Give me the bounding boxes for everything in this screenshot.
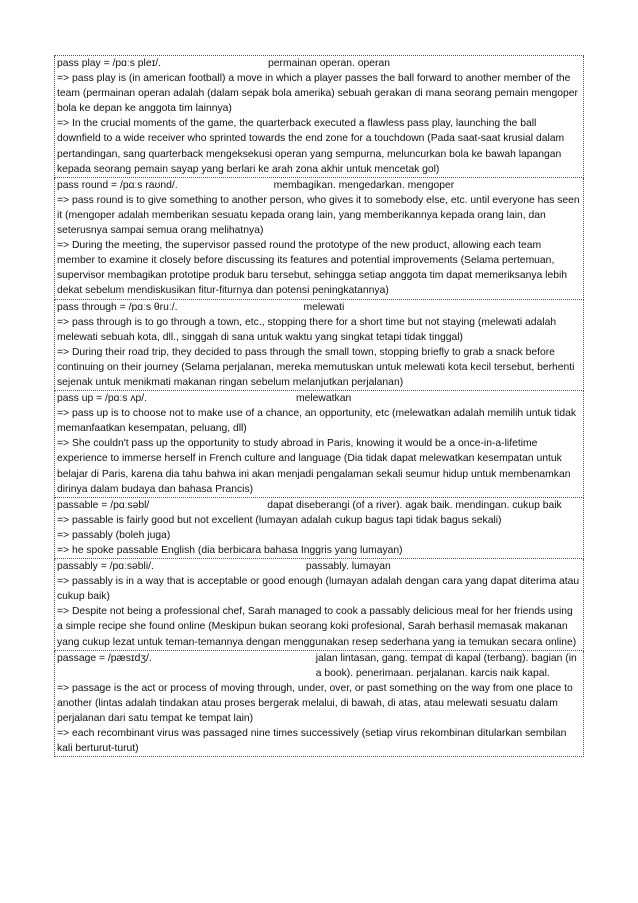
entry-definition: => pass through is to go through a town, etc., stopping there for a short time but not staying (melewati adalah melewati sebuah kota, dll., singgah di sana untuk waktu yang singkat tetapi tidak tinggal) — [57, 316, 557, 343]
entry-definition: => pass up is to choose not to make use of a chance, an opportunity, etc (melewatkan adalah memilih untuk tidak memanfaatkan kesempatan, peluang, dll) — [57, 408, 577, 435]
entry-definition: => passably is in a way that is acceptable or good enough (lumayan adalah dengan cara yang dapat diterima atau cukup baik) — [57, 576, 580, 603]
entry-term: pass through = /pɑːs θruː/. — [57, 301, 178, 313]
entry-definition: => pass play is (in american football) a move in which a player passes the ball forward to another member of the team (permainan operan adalah (dalam sepak bola amerika) sebuah gerakan di mana seorang pemain mengoper bola ke depan ke anggota tim lainnya) — [57, 73, 578, 115]
entry-example: => During their road trip, they decided to pass through the small town, stopping briefly to grab a snack before continuing on their journey (Selama perjalanan, mereka memutuskan untuk melewati kota kecil tersebut, berhenti sejenak untuk menikmati makanan ringan sebelum melanjutkan perjalanan) — [57, 346, 575, 388]
entry-term: pass round = /pɑːs raʊnd/. — [57, 179, 178, 191]
entry-term: passable = /pɑːsəbl/ — [57, 499, 150, 511]
entry-header — [57, 559, 581, 574]
entry-passable — [54, 498, 584, 559]
entry-meaning: melewati — [303, 301, 345, 313]
entry-header — [57, 56, 581, 71]
entry-term: passage = /pæsɪdʒ/. — [57, 652, 152, 664]
entry-example: => In the crucial moments of the game, the quarterback executed a flawless pass play, launching the ball downfield to a wide receiver who sprinted towards the end zone for a touchdown (Pada saat-saat krusial dalam pertandingan, sang quarterback mengeksekusi operan yang sempurna, meluncurkan bola ke bawah lapangan kepada seorang pemain sayap yang berlari ke arah zona akhir untuk mencetak gol) — [57, 118, 565, 175]
entry-example: => During the meeting, the supervisor passed round the prototype of the new product, allowing each team member to examine it closely before discussing its features and potential improvements (Selama pertemuan, supervisor membagikan prototipe produk baru tersebut, sehingga setiap anggota tim dapat memeriksanya lebih dekat sebelum mendiskusikan fitur-fiturnya dan potensi peningkatannya) — [57, 240, 568, 297]
entry-definition: => passage is the act or process of moving through, under, over, or past something on the way from one place to another (lintas adalah tindakan atau proses bergerak melalui, di bawah, di atas, atau melewati sesuatu dalam perjalanan dari satu tempat ke tempat lain) — [57, 682, 573, 725]
entry-passably — [54, 559, 584, 651]
entry-term: pass up = /pɑːs ʌp/. — [57, 393, 147, 405]
entry-meaning: permainan operan. operan — [268, 58, 390, 69]
entry-meaning: dapat diseberangi (of a river). agak baik. mendingan. cukup baik — [267, 499, 562, 511]
entry-term: passably = /pɑːsəbli/. — [57, 561, 154, 573]
entry-meaning: melewatkan — [296, 393, 352, 405]
entry-header — [57, 178, 581, 193]
entry-term: pass play = /pɑːs pleɪ/. — [57, 58, 162, 69]
entry-example: => each recombinant virus was passaged nine times successively (setiap virus rekombinan ditularkan sembilan kali berturut-turut) — [57, 728, 567, 755]
entry-example: => Despite not being a professional chef, Sarah managed to cook a passably delicious meal for her friends using a simple recipe she found online (Meskipun bukan seorang koki profesional, Sarah berhasil memasak makanan yang cukup lezat untuk teman-temannya dengan menggunakan resep sederhana yang ia temukan secara online) — [57, 606, 577, 648]
entry-passage — [54, 651, 584, 758]
entry-pass-play — [54, 56, 584, 178]
entry-meaning: membagikan. mengedarkan. mengoper — [273, 179, 455, 191]
entry-definition: => pass round is to give something to another person, who gives it to somebody else, etc. until everyone has seen it (mengoper adalah memberikan sesuatu kepada orang lain, yang memberikannya kepada orang lain, dan seterusnya sampai semua orang melihatnya) — [57, 194, 580, 237]
entry-definition: => passable is fairly good but not excellent (lumayan adalah cukup bagus tapi tidak bagus sekali) — [57, 514, 502, 526]
entry-pass-round — [54, 178, 584, 300]
entry-meaning: passably. lumayan — [305, 561, 391, 573]
entry-pass-through — [54, 300, 584, 392]
entry-header — [57, 651, 581, 681]
entry-example: => he spoke passable English (dia berbicara bahasa Inggris yang lumayan) — [57, 545, 403, 556]
vocabulary-sheet — [54, 55, 584, 757]
entry-meaning: jalan lintasan, gang. tempat di kapal (terbang). bagian (in a book). penerimaan. perjalanan. karcis naik kapal. — [315, 652, 577, 679]
entry-header — [57, 300, 581, 315]
entry-example: => passably (boleh juga) — [57, 529, 171, 541]
entry-pass-up — [54, 391, 584, 498]
entry-header — [57, 391, 581, 406]
entry-example: => She couldn't pass up the opportunity to study abroad in Paris, knowing it would be a once-in-a-lifetime experience to immerse herself in French culture and language (Dia tidak dapat melewatkan kesempatan untuk belajar di Paris, karena dia tahu bahwa ini akan menjadi pengalaman sekali seumur hidup untuk membenamkan dirinya dalam budaya dan bahasa Prancis) — [57, 438, 571, 495]
entry-header — [57, 498, 581, 513]
